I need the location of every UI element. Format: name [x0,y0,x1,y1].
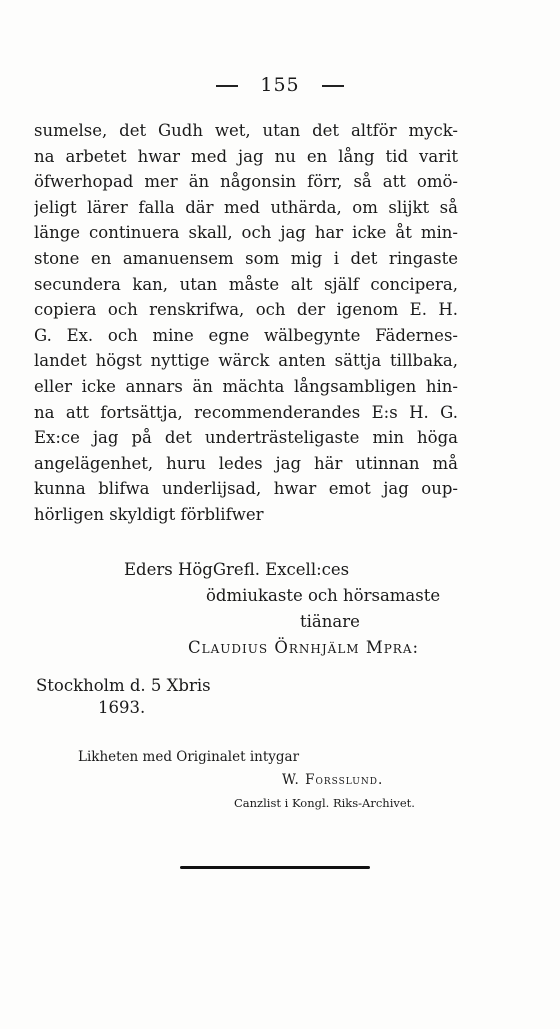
body-line: hörligen skyldigt förblifwer [34,504,264,524]
body-line: angelägenhet, huru ledes jag här utinnan må [34,453,458,473]
body-line: eller icke annars än mächta långsambligen hin- [34,376,458,396]
body-line: na arbetet hwar med jag nu en lång tid varit [34,146,458,166]
body-line: copiera och renskrifwa, och der igenom E. H. [34,300,458,320]
body-line: öfwerhopad mer än någonsin förr, så att omö- [34,172,458,192]
letter-body [34,118,458,528]
body-line: na att fortsättja, recommenderandes E:s H. G. [34,402,458,422]
author-signature: Claudius Örnhjälm Mpra: [188,638,420,657]
body-line: Ex:ce jag på det underträsteligaste min höga [34,428,458,448]
page-header [0,74,560,96]
certification-statement: Likheten med Originalet intygar [78,749,300,765]
body-line: stone en amanuensem som mig i det ringaste [34,248,458,268]
body-line: landet högst nyttige wärck anten sättja tillbaka, [34,351,458,371]
header-dash-right [322,85,344,87]
ornamental-rule [180,866,370,869]
dateline-place: Stockholm d. 5 Xbris [36,676,211,695]
body-line: jeligt lärer falla där med uthärda, om slijkt så [34,197,458,217]
closing-salutation: Eders HögGrefl. Excell:ces [124,560,350,579]
page-number: 155 [260,74,300,96]
certifier-name: W. Forsslund. [282,772,384,788]
body-line: kunna blifwa underlijsad, hwar emot jag oup- [34,479,458,499]
body-line: secundera kan, utan måste alt själf concipera, [34,274,458,294]
closing-humble: ödmiukaste och hörsamaste [206,586,441,605]
body-line: G. Ex. och mine egne wälbegynte Fädernes- [34,325,458,345]
certifier-title: Canzlist i Kongl. Riks-Archivet. [234,796,415,810]
header-dash-left [216,85,238,87]
body-line: sumelse, det Gudh wet, utan det altför myck- [34,121,458,140]
closing-servant: tiänare [300,612,360,631]
dateline-year: 1693. [98,698,146,717]
body-line: länge continuera skall, och jag har icke åt min- [34,223,458,243]
